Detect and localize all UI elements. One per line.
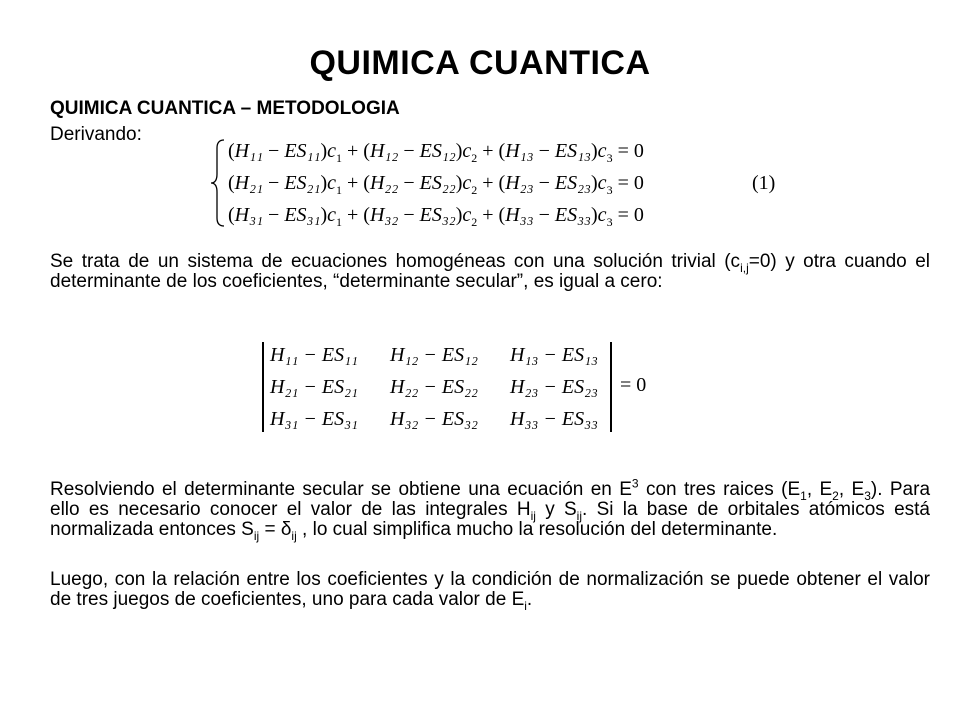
- determinant-equals-zero: = 0: [620, 374, 647, 396]
- left-brace: [210, 138, 226, 228]
- determinant-right-bar: [610, 342, 612, 432]
- equation-row: $(H_{11} - ES_{11})c_1 + (H_{12} - ES_{12})c_2 + (H_{13} - ES_{13})c_3 = 0$: [228, 140, 644, 165]
- slide-subtitle: QUIMICA CUANTICA – METODOLOGIA: [50, 98, 400, 119]
- equation-system: [210, 138, 790, 228]
- equation-row: $(H_{21} - ES_{21})c_1 + (H_{22} - ES_{22})c_2 + (H_{23} - ES_{23})c_3 = 0$: [228, 172, 644, 197]
- paragraph-homogeneous-system: Se trata de un sistema de ecuaciones homogéneas con una solución trivial $(c_{i,j}=0)$ y otra cuando el determinante de los coeficientes, “determinante secular”, es igual a cero:: [50, 251, 930, 292]
- determinant-cell: H₂₂ − ES₂₂: [390, 376, 478, 398]
- paragraph-coefficients: Luego, con la relación entre los coeficientes y la condición de normalización se puede obtener el valor de tres juegos de coeficientes, uno para cada valor de $E_i$.: [50, 569, 930, 613]
- equation-row: $(H_{31} - ES_{31})c_1 + (H_{32} - ES_{32})c_2 + (H_{33} - ES_{33})c_3 = 0$: [228, 204, 644, 229]
- determinant-cell: H₁₃ − ES₁₃: [510, 344, 598, 366]
- determinant-cell: H₃₃ − ES₃₃: [510, 408, 598, 430]
- equation-number: (1): [752, 172, 776, 194]
- determinant-cell: H₃₁ − ES₃₁: [270, 408, 358, 430]
- determinant-cell: H₂₁ − ES₂₁: [270, 376, 358, 398]
- determinant-cell: H₃₂ − ES₃₂: [390, 408, 478, 430]
- determinant-cell: H₁₁ − ES₁₁: [270, 344, 358, 366]
- determinant-left-bar: [262, 342, 264, 432]
- secular-determinant: [260, 342, 660, 432]
- determinant-cell: H₂₃ − ES₂₃: [510, 376, 598, 398]
- slide-title: QUIMICA CUANTICA: [309, 44, 651, 82]
- paragraph-secular-solution: Resolviendo el determinante secular se obtiene una ecuación en $E^3$ con tres raices ($E_1$, $E_2$, $E_3$). Para ello es necesario conocer el valor de las integrales $H_{ij}$ y $S_{ij}$. Si la base de orbitales atómicos está normalizada entonces $S_{ij} = \delta_{ij}$ , lo cual simplifica mucho la resolución del determinante.: [50, 476, 931, 543]
- determinant-cell: H₁₂ − ES₁₂: [390, 344, 478, 366]
- derivando-label: Derivando:: [50, 124, 142, 145]
